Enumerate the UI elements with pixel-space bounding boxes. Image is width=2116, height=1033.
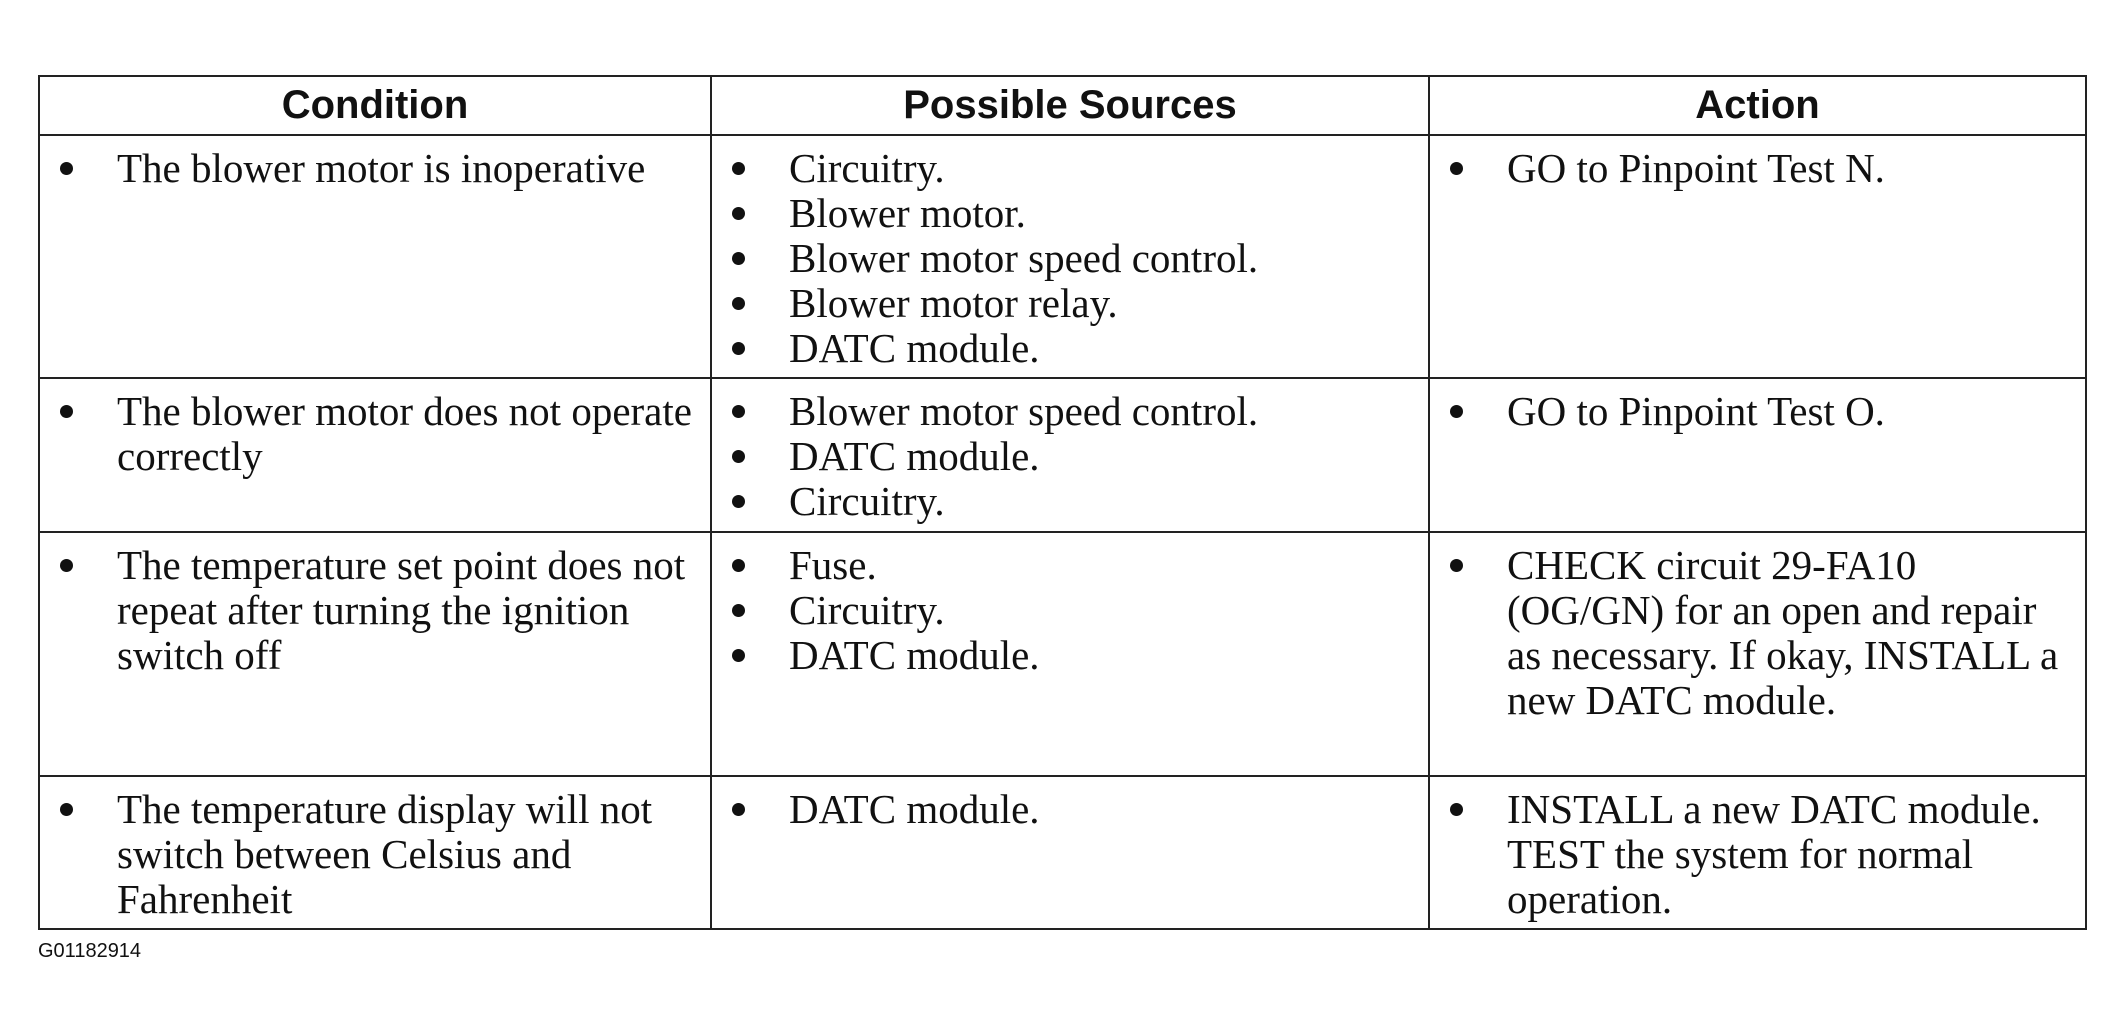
list-item (1444, 389, 2075, 434)
list-item (726, 236, 1418, 281)
bullet-icon (60, 405, 73, 418)
sources-cell (711, 532, 1429, 776)
action-text: CHECK circuit 29-FA10 (OG/GN) for an open and repair as necessary. If okay, INSTALL a new DATC module. (1507, 542, 2059, 723)
bullet-icon (732, 207, 745, 220)
condition-text: The temperature set point does not repeat after turning the ignition switch off (117, 542, 686, 678)
list-item (1444, 543, 2075, 723)
source-text: DATC module. (789, 786, 1040, 832)
bullet-icon (732, 252, 745, 265)
bullet-icon (60, 559, 73, 572)
bullet-icon (1450, 405, 1463, 418)
table-row (39, 378, 2086, 532)
condition-cell (39, 135, 711, 378)
action-text: GO to Pinpoint Test N. (1507, 145, 1885, 191)
bullet-icon (732, 559, 745, 572)
bullet-icon (732, 495, 745, 508)
bullet-icon (1450, 162, 1463, 175)
source-text: Blower motor relay. (789, 280, 1118, 326)
action-cell (1429, 378, 2086, 532)
condition-cell (39, 776, 711, 929)
condition-text: The temperature display will not switch between Celsius and Fahrenheit (117, 786, 653, 922)
list-item (726, 588, 1418, 633)
bullet-icon (732, 162, 745, 175)
diagnosis-table (38, 75, 2087, 930)
bullet-icon (732, 649, 745, 662)
source-text: DATC module. (789, 632, 1040, 678)
bullet-icon (732, 803, 745, 816)
list-item (726, 326, 1418, 371)
source-text: Fuse. (789, 542, 877, 588)
header-possible-sources: Possible Sources (711, 76, 1429, 135)
list-item (726, 479, 1418, 524)
sources-cell (711, 135, 1429, 378)
bullet-icon (732, 342, 745, 355)
sources-cell (711, 776, 1429, 929)
condition-cell (39, 532, 711, 776)
table-row (39, 532, 2086, 776)
action-text: GO to Pinpoint Test O. (1507, 388, 1885, 434)
list-item (726, 281, 1418, 326)
action-cell (1429, 776, 2086, 929)
header-row (39, 76, 2086, 135)
bullet-icon (732, 604, 745, 617)
header-action: Action (1429, 76, 2086, 135)
source-text: Blower motor. (789, 190, 1026, 236)
bullet-icon (732, 297, 745, 310)
condition-text: The blower motor is inoperative (117, 145, 646, 191)
source-text: Circuitry. (789, 587, 945, 633)
sources-cell (711, 378, 1429, 532)
bullet-icon (60, 162, 73, 175)
action-cell (1429, 532, 2086, 776)
source-text: Circuitry. (789, 145, 945, 191)
list-item (54, 787, 700, 922)
list-item (726, 787, 1418, 832)
list-item (726, 389, 1418, 434)
list-item (726, 191, 1418, 236)
action-text: INSTALL a new DATC module. TEST the system for normal operation. (1507, 786, 2041, 922)
list-item (54, 146, 700, 191)
list-item (54, 543, 700, 678)
bullet-icon (732, 405, 745, 418)
bullet-icon (1450, 559, 1463, 572)
table-row (39, 776, 2086, 929)
figure-id: G01182914 (38, 940, 142, 962)
source-text: DATC module. (789, 325, 1040, 371)
list-item (726, 146, 1418, 191)
bullet-icon (1450, 803, 1463, 816)
list-item (1444, 787, 2075, 922)
list-item (726, 633, 1418, 678)
bullet-icon (60, 803, 73, 816)
source-text: Blower motor speed control. (789, 388, 1259, 434)
list-item (726, 543, 1418, 588)
source-text: DATC module. (789, 433, 1040, 479)
list-item (726, 434, 1418, 479)
action-cell (1429, 135, 2086, 378)
bullet-icon (732, 450, 745, 463)
list-item (54, 389, 700, 479)
condition-text: The blower motor does not operate correctly (117, 388, 692, 479)
source-text: Circuitry. (789, 478, 945, 524)
source-text: Blower motor speed control. (789, 235, 1259, 281)
condition-cell (39, 378, 711, 532)
header-condition: Condition (39, 76, 711, 135)
table-row (39, 135, 2086, 378)
list-item (1444, 146, 2075, 191)
